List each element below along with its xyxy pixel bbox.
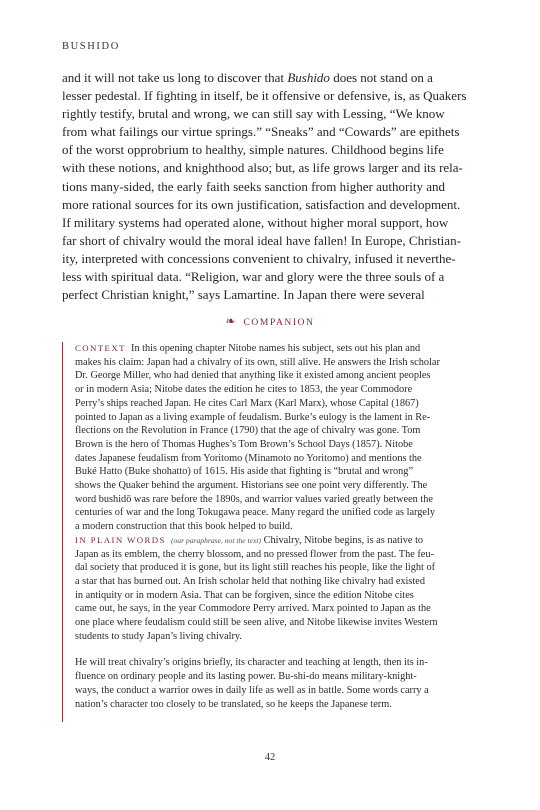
text-line: fluence on ordinary people and its lasting power. Bu-shi-do means military-knight- xyxy=(75,671,417,683)
text-italic: Bushido xyxy=(287,70,330,85)
text-line: Japan as its emblem, the cherry blossom, and no pressed flower from the past. The feu- xyxy=(75,548,434,560)
text-line xyxy=(62,69,472,87)
text-line: ways, the conduct a warrior owes in daily life as well as in battle. Some words carry a xyxy=(75,684,429,696)
text-line: If military systems had operated alone, without higher moral support, how xyxy=(62,214,449,230)
text-line: makes his claim: Japan had a chivalry of its own, still alive. He answers the Irish scholar xyxy=(75,356,440,368)
text-line: far short of chivalry would the moral ideal have fallen! In Europe, Christian- xyxy=(62,232,461,248)
text-run: Chivalry, Nitobe begins, is as native to xyxy=(263,534,424,546)
text-run: and it will not take us long to discover that xyxy=(62,70,288,85)
text-line: a modern construction that this book helped to build. xyxy=(75,521,293,533)
paraphrase-note: (our paraphrase, not the text) xyxy=(170,535,262,545)
closing-section xyxy=(75,656,473,711)
companion-box xyxy=(62,342,473,722)
text-line: perfect Christian knight,” says Lamartine. In Japan there were several xyxy=(62,287,425,303)
text-line: of the worst opprobrium to healthy, simple natures. Childhood begins life xyxy=(62,142,444,158)
text-line: flections on the Revolution in France (1790) that the age of chivalry was gone. Tom xyxy=(75,425,421,437)
text-line: Buké Hatto (Buke shohatto) of 1615. His aside that fighting is “brutal and wrong” xyxy=(75,466,414,478)
text-line: from what failings our virtue springs.” “Sneaks” and “Cowards” are epithets xyxy=(62,124,460,140)
text-line: lesser pedestal. If fighting in itself, be it offensive or defensive, is, as Quakers xyxy=(62,88,467,104)
text-line: Brown is the hero of Thomas Hughes’s Tom Brown’s School Days (1857). Nitobe xyxy=(75,438,413,450)
text-line: Dr. George Miller, who had denied that anything like it existed among ancient peoples xyxy=(75,370,431,382)
paragraph-gap xyxy=(75,643,473,656)
text-line: rightly testify, brutal and wrong, we can still say with Lessing, “We know xyxy=(62,106,445,122)
text-line: nation’s character too closely to be translated, so he keeps the Japanese term. xyxy=(75,698,392,710)
text-line: dates Japanese feudalism from Yoritomo (Minamoto no Yoritomo) and mentions the xyxy=(75,452,422,464)
text-line xyxy=(75,534,473,548)
text-line: tions many-sided, the early faith seeks sanction from higher authority and xyxy=(62,178,446,194)
plain-words-section xyxy=(75,534,473,644)
text-line: less with spiritual data. “Religion, war and glory were the three souls of a xyxy=(62,269,445,285)
running-head: BUSHIDO xyxy=(62,41,120,52)
text-line: dal society that produced it is gone, but its light still reaches his people, like the light of xyxy=(75,562,436,574)
text-line: Perry’s ships reached Japan. He cites Carl Marx (Karl Marx), whose Capital (1867) xyxy=(75,397,419,409)
text-line: with these notions, and knighthood also; but, as life grows larger and its rela- xyxy=(62,160,463,176)
text-line: pointed to Japan as a living example of feudalism. Burke’s eulogy is the lament in Re- xyxy=(75,411,431,423)
text-line: students to study Japan’s living chivalry. xyxy=(75,630,242,642)
text-line: one place where feudalism could still be seen alive, and Nitobe likewise invites Western xyxy=(75,617,438,629)
text-line: He will treat chivalry’s origins briefly, its character and teaching at length, then its in- xyxy=(75,657,428,669)
text-line xyxy=(75,342,473,356)
plain-words-label: IN PLAIN WORDS xyxy=(75,534,166,545)
text-line: shows the Quaker behind the argument. Historians see one point very differently. The xyxy=(75,480,428,492)
text-line: in antiquity or in modern Asia. That can be forgiven, since the edition Nitobe cites xyxy=(75,589,414,601)
text-line: ity, interpreted with concessions convenient to chivalry, infused it neverthe- xyxy=(62,250,456,266)
companion-title: COMPANION xyxy=(243,318,315,328)
text-line: or in modern Asia; Nitobe dates the edition he cites to 1853, the year Commodore xyxy=(75,384,413,396)
fleuron-icon: ❧ xyxy=(225,314,236,328)
context-label: CONTEXT xyxy=(75,343,126,353)
page-number: 42 xyxy=(264,752,276,763)
text-line: a star that has burned out. An Irish scholar held that nothing like chivalry had existed xyxy=(75,575,426,587)
text-line: word bushidō was rare before the 1890s, and warrior values varied greatly between the xyxy=(75,493,433,505)
text-line: more rational sources for its own justification, satisfaction and development. xyxy=(62,196,461,212)
text-line: came out, he says, in the year Commodore Perry arrived. Marx pointed to Japan as the xyxy=(75,603,431,615)
companion-heading xyxy=(0,314,540,329)
text-line: centuries of war and the long Tokugawa peace. Many regard the unified code as largely xyxy=(75,507,436,519)
text-run: In this opening chapter Nitobe names his subject, sets out his plan and xyxy=(131,343,421,354)
main-text xyxy=(62,69,472,304)
text-run: does not stand on a xyxy=(329,70,433,85)
context-section xyxy=(75,342,473,534)
